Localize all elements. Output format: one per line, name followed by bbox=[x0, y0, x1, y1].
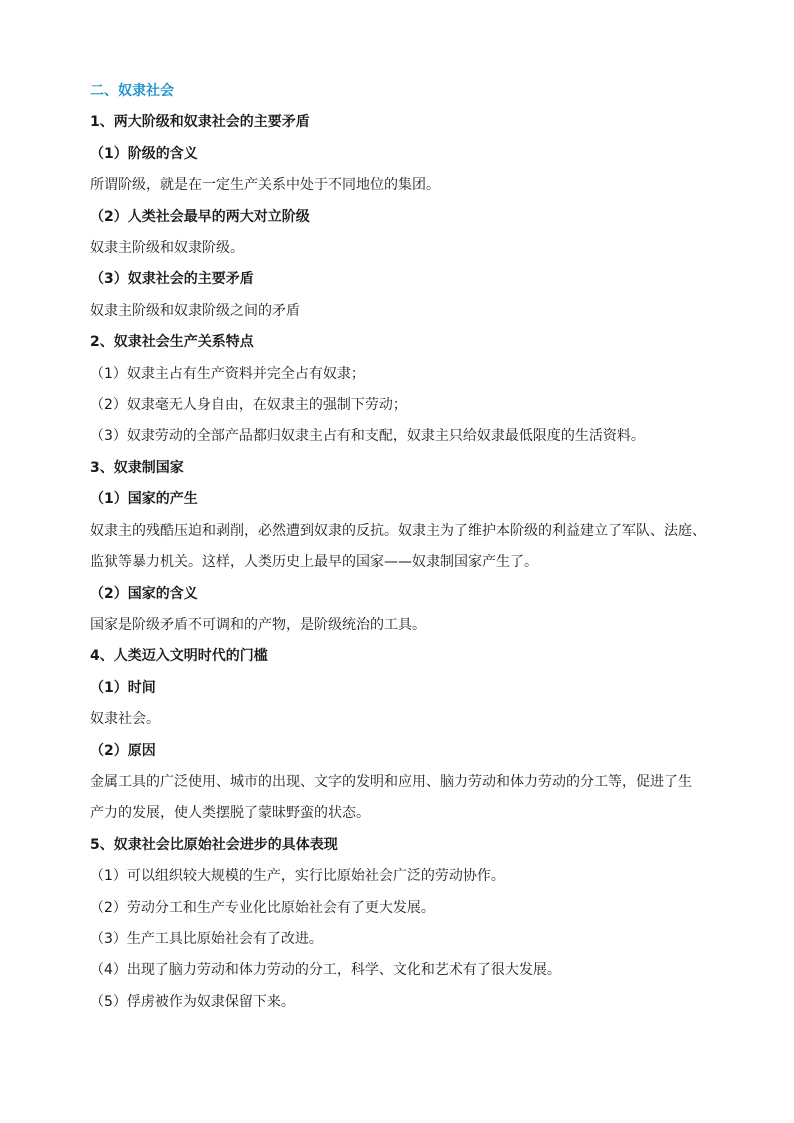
paragraph: 国家是阶级矛盾不可调和的产物，是阶级统治的工具。 bbox=[90, 616, 426, 633]
list-item: （3）奴隶劳动的全部产品都归奴隶主占有和支配，奴隶主只给奴隶最低限度的生活资料。 bbox=[90, 428, 645, 445]
paragraph: 奴隶主的残酷压迫和剥削，必然遭到奴隶的反抗。奴隶主为了维护本阶级的利益建立了军队、法庭、 bbox=[90, 522, 706, 539]
section-title: 二、奴隶社会 bbox=[90, 83, 174, 99]
paragraph: 奴隶主阶级和奴隶阶级。 bbox=[90, 240, 244, 257]
heading-1: 1、两大阶级和奴隶社会的主要矛盾 bbox=[90, 114, 310, 131]
subheading-1-1: （1）阶级的含义 bbox=[90, 145, 198, 162]
list-item: （2）奴隶毫无人身自由，在奴隶主的强制下劳动； bbox=[90, 397, 407, 414]
subheading-1-3: （3）奴隶社会的主要矛盾 bbox=[90, 271, 254, 288]
list-item: （1）可以组织较大规模的生产，实行比原始社会广泛的劳动协作。 bbox=[90, 868, 505, 885]
subheading-4-1: （1）时间 bbox=[90, 679, 156, 696]
list-item: （4）出现了脑力劳动和体力劳动的分工，科学、文化和艺术有了很大发展。 bbox=[90, 962, 561, 979]
list-item: （2）劳动分工和生产专业化比原始社会有了更大发展。 bbox=[90, 899, 435, 916]
document-content bbox=[90, 76, 730, 1018]
subheading-1-2: （2）人类社会最早的两大对立阶级 bbox=[90, 208, 310, 225]
subheading-3-2: （2）国家的含义 bbox=[90, 585, 198, 602]
paragraph: 产力的发展，使人类摆脱了蒙昧野蛮的状态。 bbox=[90, 805, 370, 822]
subheading-4-2: （2）原因 bbox=[90, 742, 156, 759]
subheading-3-1: （1）国家的产生 bbox=[90, 491, 198, 508]
paragraph: 金属工具的广泛使用、城市的出现、文字的发明和应用、脑力劳动和体力劳动的分工等，促进了生 bbox=[90, 773, 692, 790]
list-item: （3）生产工具比原始社会有了改进。 bbox=[90, 930, 323, 947]
paragraph: 所谓阶级，就是在一定生产关系中处于不同地位的集团。 bbox=[90, 177, 440, 194]
paragraph: 奴隶社会。 bbox=[90, 711, 160, 728]
heading-4: 4、人类迈入文明时代的门槛 bbox=[90, 648, 268, 665]
list-item: （5）俘虏被作为奴隶保留下来。 bbox=[90, 993, 295, 1010]
heading-2: 2、奴隶社会生产关系特点 bbox=[90, 334, 254, 351]
heading-5: 5、奴隶社会比原始社会进步的具体表现 bbox=[90, 836, 338, 853]
paragraph: 奴隶主阶级和奴隶阶级之间的矛盾 bbox=[90, 302, 300, 319]
list-item: （1）奴隶主占有生产资料并完全占有奴隶； bbox=[90, 365, 365, 382]
paragraph: 监狱等暴力机关。这样，人类历史上最早的国家——奴隶制国家产生了。 bbox=[90, 554, 538, 571]
heading-3: 3、奴隶制国家 bbox=[90, 459, 184, 476]
